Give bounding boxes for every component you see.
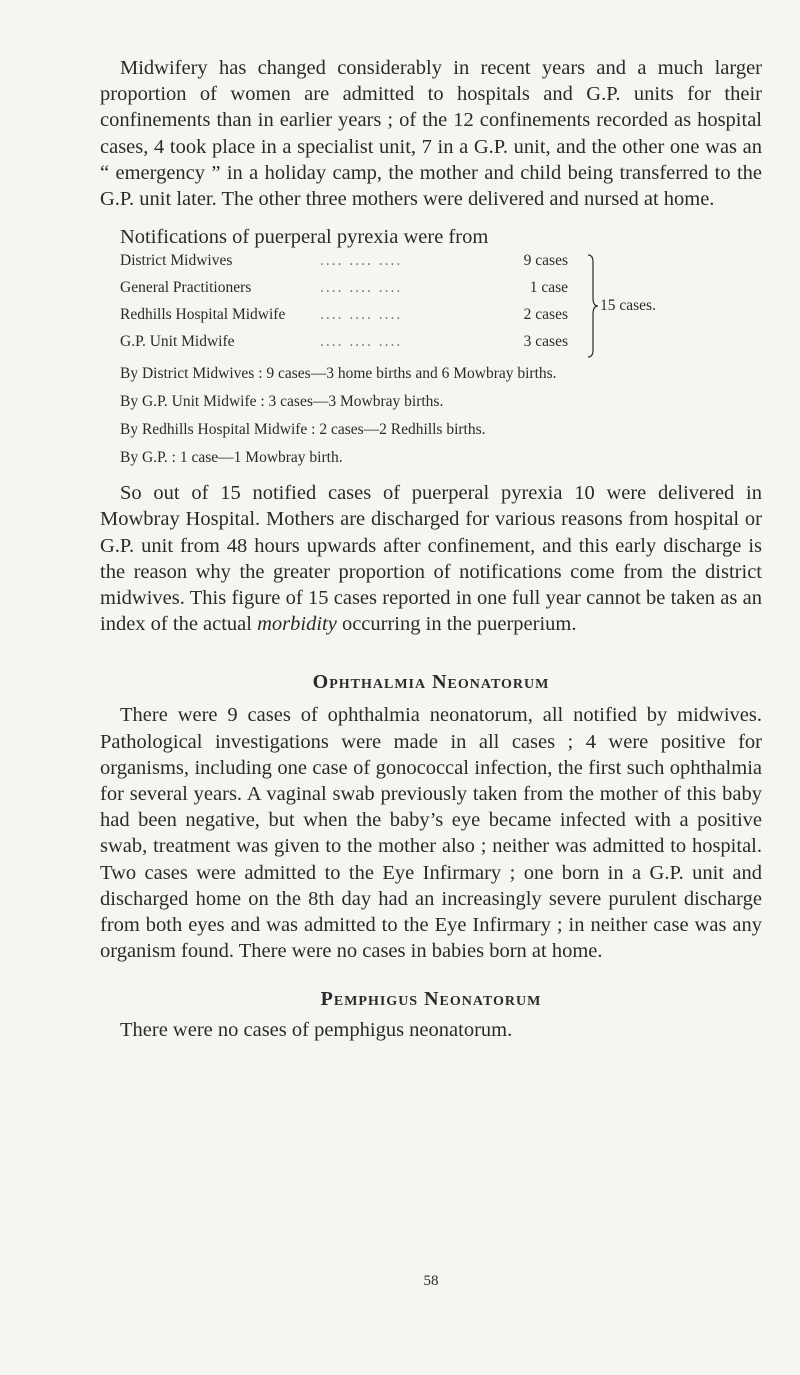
notifications-heading: Notifications of puerperal pyrexia were from <box>120 226 489 249</box>
notification-source: General Practitioners <box>120 279 252 297</box>
notification-row <box>120 306 590 330</box>
leader-dots: .... .... .... <box>320 252 403 270</box>
notifications-table <box>120 250 762 360</box>
notification-row <box>120 333 590 357</box>
notification-source: G.P. Unit Midwife <box>120 333 235 351</box>
notification-count: 3 cases <box>523 333 568 351</box>
breakdown-list <box>120 360 762 472</box>
summary-paragraph <box>100 480 762 637</box>
breakdown-line: By District Midwives : 9 cases—3 home births and 6 Mowbray births. <box>120 365 557 383</box>
summary-text-end: occurring in the puerperium. <box>336 613 577 636</box>
leader-dots: .... .... .... <box>320 306 403 324</box>
leader-dots: .... .... .... <box>320 333 403 351</box>
document-page <box>100 55 762 1044</box>
breakdown-line: By G.P. Unit Midwife : 3 cases—3 Mowbray births. <box>120 393 444 411</box>
pemphigus-paragraph: There were no cases of pemphigus neonatorum. <box>120 1019 513 1042</box>
breakdown-line: By Redhills Hospital Midwife : 2 cases—2 Redhills births. <box>120 421 486 439</box>
leader-dots: .... .... .... <box>320 279 403 297</box>
notification-count: 1 case <box>529 279 568 297</box>
notification-row <box>120 279 590 303</box>
right-brace-icon <box>587 254 599 358</box>
notification-count: 2 cases <box>523 306 568 324</box>
notification-source: District Midwives <box>120 252 233 270</box>
emphasis-morbidity: morbidity <box>257 613 337 636</box>
page-number: 58 <box>423 1273 439 1289</box>
notification-row <box>120 252 590 276</box>
notification-source: Redhills Hospital Midwife <box>120 306 286 324</box>
intro-paragraph: Midwifery has changed considerably in recent years and a much larger proportion of women are admitted to hospitals and G.P. units for their confinements than in earlier years ; of the 12 confinements recorded as hospital cases, 4 took place in a specialist unit, 7 in a G.P. unit, and the other one was an “ emergency ” in a holiday camp, the mother and child being transferred to the G.P. unit later. The other three mothers were delivered and nursed at home. <box>100 57 762 211</box>
pemphigus-heading: Pemphigus Neonatorum <box>320 988 542 1011</box>
ophthalmia-heading: Ophthalmia Neonatorum <box>312 671 550 694</box>
notification-count: 9 cases <box>523 252 568 270</box>
breakdown-line: By G.P. : 1 case—1 Mowbray birth. <box>120 449 343 467</box>
notifications-total: 15 cases. <box>600 297 656 315</box>
summary-text: So out of 15 notified cases of puerperal pyrexia 10 were delivered in Mowbray Hospital. Mothers are discharged for various reasons from hospital or G.P. unit from 48 hours upwards after confinement, and this early discharge is the reason why the greater proportion of notifications come from the district midwives. This figure of 15 cases reported in one full year cannot be taken as an index of the actual <box>100 482 762 636</box>
ophthalmia-paragraph: There were 9 cases of ophthalmia neonatorum, all notified by midwives. Pathological investigations were made in all cases ; 4 were positive for organisms, including one case of gonococcal infection, the first such ophthalmia for several years. A vaginal swab previously taken from the mother of this baby had been negative, but when the baby’s eye became infected with a positive swab, treatment was given to the mother also ; neither was admitted to hospital. Two cases were admitted to the Eye Infirmary ; one born in a G.P. unit and discharged home on the 8th day had an increasingly severe purulent discharge from both eyes and was admitted to the Eye Infirmary ; in neither case was any organism found. There were no cases in babies born at home. <box>100 704 762 963</box>
